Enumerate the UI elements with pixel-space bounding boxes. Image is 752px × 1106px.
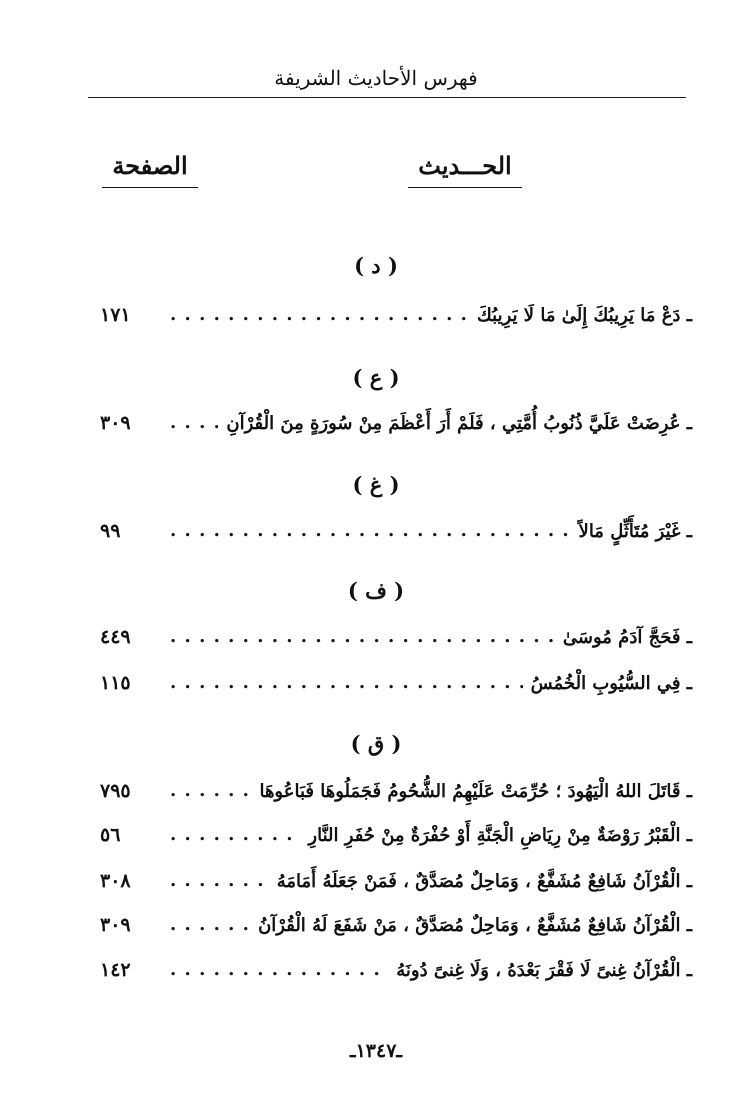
entry-text: ـ الْقُرْآنُ شَافِعٌ مُشَفَّعٌ ، وَمَاحِلٌ مُصَدَّقٌ ، فَمَنْ جَعَلَهُ أَمَامَهُ [276,870,692,892]
entry-page: ١٧١ [100,304,131,326]
dot-leader [170,914,250,936]
entry-text: ـ فَحَجَّ آدَمُ مُوسَىٰ [562,626,692,648]
index-entry [100,866,692,896]
entry-page: ٣٠٩ [100,412,131,434]
column-heading-page [100,150,200,188]
entry-text: ـ الْقُرْآنُ شَافِعٌ مُشَفَّعٌ ، وَمَاحِلٌ مُصَدَّقٌ ، مَنْ شَفَعَ لَهُ الْقُرْآنُ [258,914,692,936]
index-entry [100,820,692,850]
entry-text: ـ قَاتَلَ اللهُ الْيَهُودَ ؛ حُرِّمَتْ عَلَيْهِمُ الشُّحُومُ فَجَمَلُوهَا فَبَاعُوهَا [259,780,692,802]
index-entry [100,300,692,330]
section-letter-dal: ( د ) [354,253,398,278]
dot-leader [170,304,469,326]
index-entry [100,622,692,652]
section-letter-ain: ( ع ) [352,365,400,390]
dot-leader [170,672,523,694]
index-entry [100,408,692,438]
page-number: ـ١٣٤٧ـ [350,1040,402,1062]
entry-page: ٣٠٩ [100,914,131,936]
running-header: فهرس الأحاديث الشريفة [274,66,478,90]
dot-leader [170,959,388,981]
entry-page: ٩٩ [100,520,121,542]
entry-text: ـ عُرِضَتْ عَلَيَّ ذُنُوبُ أُمَّتِي ، فَلَمْ أَرَ أَعْظَمَ مِنْ سُورَةٍ مِنَ الْقُرْآنِ [226,412,692,434]
entry-text: ـ فِي السُّيُوبِ الْخُمُسُ [530,672,692,694]
entry-text: ـ الْقَبْرُ رَوْضَةٌ مِنْ رِيَاضِ الْجَنَّةِ أَوْ حُفْرَةٌ مِنْ حُفَرِ النَّارِ [308,824,692,846]
dot-leader [170,824,300,846]
entry-text: ـ دَعْ مَا يَرِيبُكَ إِلَىٰ مَا لَا يَرِيبُكَ [476,304,692,326]
dot-leader [170,626,555,648]
section-letter-ghain: ( غ ) [352,472,400,497]
entry-page: ١٤٢ [100,959,131,981]
section-letter-qaf: ( ق ) [350,731,402,756]
dot-leader [170,870,269,892]
column-heading-hadith [380,150,550,188]
dot-leader [170,520,571,542]
header-rule [88,97,686,98]
column-heading-page-label: الصفحة [102,150,197,188]
entry-page: ٥٦ [100,824,121,846]
index-entry [100,776,692,806]
entry-page: ٤٤٩ [100,626,131,648]
index-entry [100,910,692,940]
entry-page: ٧٩٥ [100,780,131,802]
column-heading-hadith-label: الحـــديث [408,150,521,188]
index-entry [100,668,692,698]
entry-page: ٣٠٨ [100,870,131,892]
entry-text: ـ غَيْرَ مُتَأَثِّلٍ مَالاً [578,520,692,542]
dot-leader [170,412,218,434]
dot-leader [170,780,251,802]
entry-text: ـ الْقُرْآنُ غِنىً لَا فَقْرَ بَعْدَهُ ، وَلَا غِنىً دُونَهُ [396,959,692,981]
entry-page: ١١٥ [100,672,131,694]
index-entry [100,516,692,546]
section-letter-fa: ( ف ) [347,578,405,603]
index-entry [100,955,692,985]
